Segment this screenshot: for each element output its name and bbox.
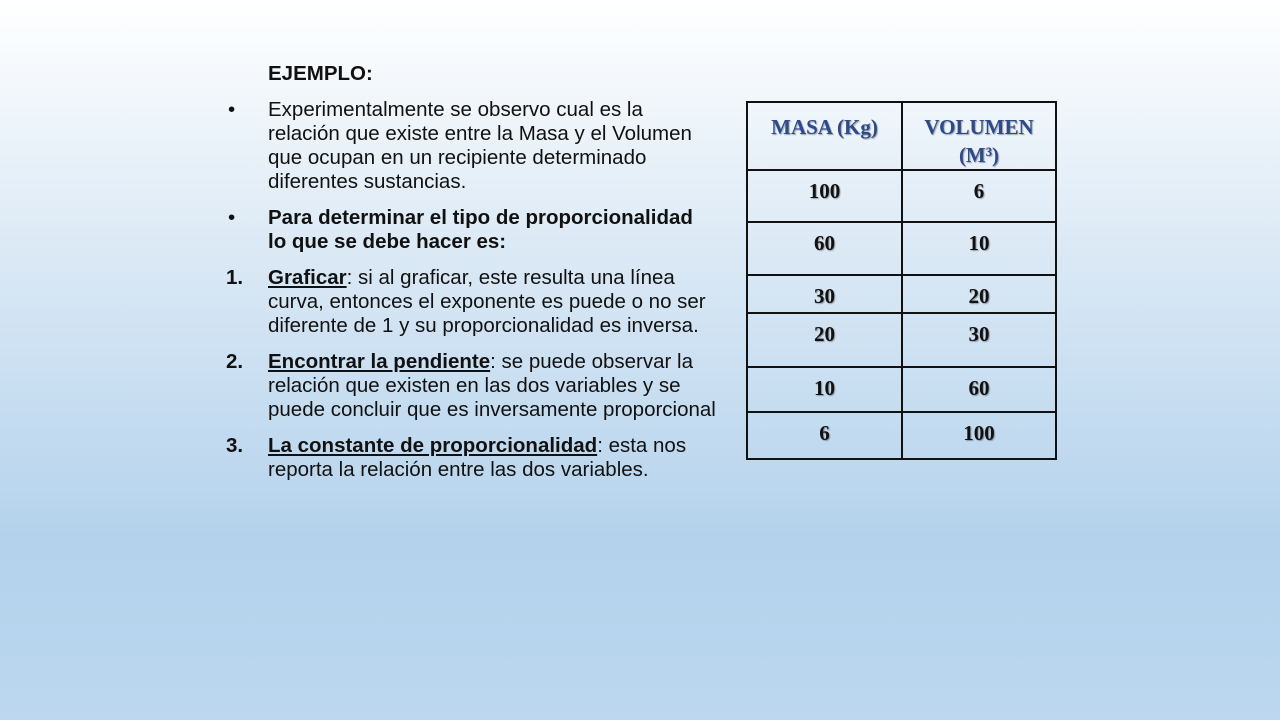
step-item-graficar: [226, 266, 716, 338]
slide-heading: EJEMPLO:: [268, 62, 373, 85]
step-number: 3.: [226, 434, 244, 457]
cell-volumen: 60: [902, 367, 1056, 412]
table-header-row: [747, 102, 1056, 170]
step-text: : se puede observar la relación que existen en las dos variables y se puede concluir que es inversamente proporcional: [268, 350, 716, 421]
table-row: [747, 222, 1056, 275]
cell-volumen: 10: [902, 222, 1056, 275]
header-volumen: VOLUMEN (M³): [902, 102, 1056, 170]
mass-volume-table: [746, 101, 1057, 460]
cell-volumen: 30: [902, 313, 1056, 367]
table-row: [747, 313, 1056, 367]
cell-masa: 20: [747, 313, 902, 367]
header-masa: MASA (Kg): [747, 102, 902, 170]
table-row: [747, 367, 1056, 412]
bullet-item-determine: [226, 206, 716, 254]
cell-masa: 6: [747, 412, 902, 459]
step-item-constante: [226, 434, 716, 482]
step-title: Encontrar la pendiente: [268, 350, 491, 373]
step-title: Graficar: [268, 266, 347, 289]
cell-volumen: 6: [902, 170, 1056, 222]
step-text: : esta nos reporta la relación entre las dos variables.: [268, 434, 687, 481]
step-text: : si al graficar, este resulta una línea curva, entonces el exponente es puede o no ser diferente de 1 y su proporcionalidad es inversa.: [268, 266, 706, 337]
cell-masa: 10: [747, 367, 902, 412]
table-row: [747, 170, 1056, 222]
cell-masa: 60: [747, 222, 902, 275]
table-row: [747, 275, 1056, 313]
bullet-item-observation: [226, 98, 716, 194]
bullet-text: Experimentalmente se observo cual es la relación que existe entre la Masa y el Volumen que ocupan en un recipiente determinado diferentes sustancias.: [268, 98, 692, 193]
cell-volumen: 20: [902, 275, 1056, 313]
bullet-marker: •: [228, 206, 236, 229]
slide-text: [226, 62, 716, 494]
bullet-marker: •: [228, 98, 236, 121]
step-number: 1.: [226, 266, 244, 289]
step-title: La constante de proporcionalidad: [268, 434, 598, 457]
table-row: [747, 412, 1056, 459]
step-item-pendiente: [226, 350, 716, 422]
step-number: 2.: [226, 350, 244, 373]
cell-volumen: 100: [902, 412, 1056, 459]
cell-masa: 30: [747, 275, 902, 313]
bullet-text: Para determinar el tipo de proporcionalidad lo que se debe hacer es:: [268, 206, 693, 253]
cell-masa: 100: [747, 170, 902, 222]
